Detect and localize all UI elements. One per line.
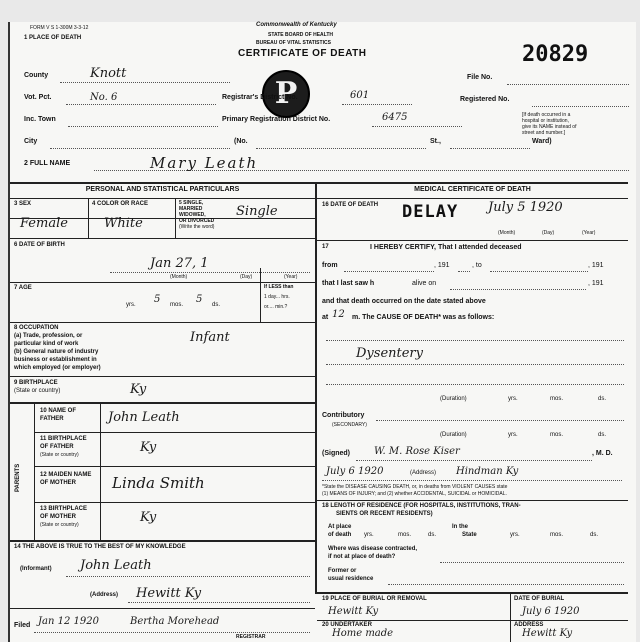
medical-section-title: MEDICAL CERTIFICATE OF DEATH: [414, 186, 531, 193]
duration-label-1: (Duration): [440, 396, 467, 402]
undertaker-address-label: ADDRESS: [514, 622, 544, 628]
undertaker-label: 20 UNDERTAKER: [322, 622, 372, 628]
form-code: FORM V S 1-300M 3-3-12: [30, 25, 89, 31]
informant-heading: 14 THE ABOVE IS TRUE TO THE BEST OF MY KNOWLEDGE: [14, 544, 186, 550]
no-label: (No.: [234, 138, 248, 145]
contributory-label: Contributory: [322, 412, 365, 419]
place-of-death-label: 1 PLACE OF DEATH: [24, 35, 82, 41]
duration-label-2: (Duration): [440, 432, 467, 438]
dod-month-label: (Month): [498, 230, 516, 236]
vot-pct-label: Vot. Pct.: [24, 94, 52, 101]
former-label-2: usual residence: [328, 576, 374, 582]
certificate-title: CERTIFICATE OF DEATH: [238, 48, 367, 59]
dob-day-label: (Day): [240, 274, 253, 280]
certify-text: I HEREBY CERTIFY, That I attended deceased: [370, 244, 522, 251]
father-value: John Leath: [108, 410, 180, 425]
marital-label-1: 5 SINGLE,: [179, 200, 204, 206]
marital-label-4: OR DIVORCED: [179, 218, 215, 224]
at-place-label: At place: [328, 524, 352, 530]
res-mos-2: mos.: [550, 532, 564, 538]
md-label: , M. D.: [592, 450, 613, 457]
occupation-label-2: (a) Trade, profession, or: [14, 333, 83, 339]
mother-bp-label-1: 13 BIRTHPLACE: [40, 506, 88, 512]
duration-ds-1: ds.: [598, 396, 607, 402]
marital-label-5: (Write the word): [179, 224, 215, 230]
informant-value: John Leath: [80, 558, 152, 573]
from-label: from: [322, 262, 338, 269]
occupation-label-5: business or establishment in: [14, 357, 97, 363]
cause-value: Dysentery: [356, 346, 423, 361]
certify-num: 17: [322, 244, 329, 250]
date-of-death-label: 16 DATE OF DEATH: [322, 202, 379, 208]
commonwealth: Commonwealth of Kentucky: [256, 22, 337, 28]
occupation-label-6: which employed (or employer): [14, 365, 101, 371]
color-value: White: [104, 216, 143, 231]
registrar-footer: REGISTRAR: [236, 634, 266, 640]
dob-label: 6 DATE OF BIRTH: [14, 242, 65, 248]
former-label-1: Former or: [328, 568, 357, 574]
res-yrs-2: yrs.: [510, 532, 520, 538]
st-label: St.,: [430, 138, 441, 145]
less-than-3: or.... min.?: [264, 304, 288, 310]
secondary-label: (SECONDARY): [332, 422, 367, 428]
father-bp-label-3: (State or country): [40, 452, 79, 458]
to-191: , 191: [588, 262, 604, 269]
city-label: City: [24, 138, 38, 145]
occupation-label-4: (b) General nature of industry: [14, 349, 99, 355]
occupation-value: Infant: [190, 330, 230, 345]
father-label-1: 10 NAME OF: [40, 408, 77, 414]
res-ds-1: ds.: [428, 532, 437, 538]
birthplace-label-2: (State or country): [14, 388, 61, 394]
undertaker-address-value: Hewitt Ky: [522, 628, 573, 639]
dod-day-label: (Day): [542, 230, 555, 236]
death-occurred-text: and that death occurred on the date stated above: [322, 298, 486, 305]
age-mos-label: mos.: [170, 302, 184, 308]
primary-reg-label: Primary Registration District No.: [222, 116, 331, 123]
father-bp-label-1: 11 BIRTHPLACE: [40, 436, 87, 442]
birthplace-value: Ky: [130, 382, 147, 397]
duration-mos-1: mos.: [550, 396, 564, 402]
father-bp-value: Ky: [140, 440, 157, 455]
informant-address-value: Hewitt Ky: [136, 586, 202, 601]
signed-address-value: Hindman Ky: [456, 466, 519, 477]
to-label: , to: [472, 262, 482, 269]
signed-label: (Signed): [322, 450, 350, 457]
duration-yrs-1: yrs.: [508, 396, 518, 402]
registrar-district-value: 601: [350, 90, 370, 101]
duration-mos-2: mos.: [550, 432, 564, 438]
father-label-2: FATHER: [40, 416, 64, 422]
footnote-1: *State the DISEASE CAUSING DEATH, or, in deaths from VIOLENT CAUSES state: [322, 484, 508, 490]
personal-section-title: PERSONAL AND STATISTICAL PARTICULARS: [85, 186, 240, 193]
of-death-label: of death: [328, 532, 352, 538]
color-label: 4 COLOR OR RACE: [92, 201, 149, 207]
duration-ds-2: ds.: [598, 432, 607, 438]
marital-label-3: WIDOWED,: [179, 212, 206, 218]
hospital-note-2: hospital or institution,: [522, 118, 569, 124]
age-label: 7 AGE: [14, 285, 32, 291]
age-ds-label: ds.: [212, 302, 221, 308]
dob-value: Jan 27, 1: [150, 256, 209, 271]
burial-date-label: DATE OF BURIAL: [514, 596, 565, 602]
dod-year-label: (Year): [582, 230, 596, 236]
full-name-value: Mary Leath: [150, 154, 259, 172]
certificate-sheet: [8, 22, 636, 642]
filed-signature: Bertha Morehead: [130, 616, 220, 627]
age-yrs-label: yrs.: [126, 302, 136, 308]
registered-no-label: Registered No.: [460, 96, 510, 103]
informant-label: (Informant): [20, 566, 52, 572]
alive-191: , 191: [588, 280, 604, 287]
burial-place-value: Hewitt Ky: [328, 606, 379, 617]
less-than-1: If LESS than: [264, 284, 294, 290]
at-label: at: [322, 314, 329, 321]
signed-value: W. M. Rose Kiser: [374, 446, 460, 457]
full-name-label: 2 FULL NAME: [24, 160, 71, 167]
registrar-district-label: Registrar's District No.: [222, 94, 298, 101]
marital-label-2: MARRIED: [179, 206, 203, 212]
seal-letter: P: [274, 76, 298, 111]
hospital-note-4: street and number.]: [522, 130, 566, 136]
burial-date-value: July 6 1920: [522, 606, 580, 617]
ward-label: Ward): [532, 138, 552, 145]
where-contracted-2: if not at place of death?: [328, 554, 396, 560]
board-of-health: STATE BOARD OF HEALTH: [268, 32, 333, 38]
signed-address-label: (Address): [410, 470, 437, 476]
less-than-2: 1 day... hrs.: [264, 294, 290, 300]
informant-address-label: (Address): [90, 592, 119, 598]
occupation-label-3: particular kind of work: [14, 341, 79, 347]
mother-bp-label-3: (State or country): [40, 522, 79, 528]
mother-bp-value: Ky: [140, 510, 157, 525]
dob-year-label: (Year): [284, 274, 298, 280]
father-bp-label-2: OF FATHER: [40, 444, 74, 450]
primary-reg-value: 6475: [382, 112, 408, 123]
res-mos-1: mos.: [398, 532, 412, 538]
alive-on-label: alive on: [412, 280, 437, 287]
signed-date: July 6 1920: [326, 466, 384, 477]
where-contracted-1: Where was disease contracted,: [328, 546, 418, 552]
county-value: Knott: [90, 66, 127, 81]
delay-stamp: DELAY: [402, 202, 459, 222]
hospital-note-3: give its NAME instead of: [522, 124, 577, 130]
from-191: , 191: [434, 262, 450, 269]
at-time: 12: [332, 309, 345, 320]
age-mos-value: 5: [154, 294, 161, 305]
in-the-label: In the: [452, 524, 468, 530]
filed-label: Filed: [14, 622, 31, 629]
marital-value: Single: [236, 204, 278, 219]
undertaker-value: Home made: [332, 628, 394, 639]
residence-label-2: SIENTS OR RECENT RESIDENTS): [336, 511, 433, 517]
res-yrs-1: yrs.: [364, 532, 374, 538]
file-no-label: File No.: [467, 74, 493, 81]
burial-place-label: 19 PLACE OF BURIAL OR REMOVAL: [322, 596, 427, 602]
sex-label: 3 SEX: [14, 201, 32, 207]
bureau: BUREAU OF VITAL STATISTICS: [256, 40, 331, 46]
duration-yrs-2: yrs.: [508, 432, 518, 438]
hospital-note-1: [If death occurred in a: [522, 112, 571, 118]
mother-value: Linda Smith: [112, 474, 205, 492]
parents-label: PARENTS: [15, 463, 21, 492]
occupation-label-1: 8 OCCUPATION: [14, 325, 59, 331]
last-saw-label: that I last saw h: [322, 280, 375, 287]
mother-label-2: OF MOTHER: [40, 480, 76, 486]
county-label: County: [24, 72, 49, 79]
age-days-value: 5: [196, 294, 203, 305]
mother-label-1: 12 MAIDEN NAME: [40, 472, 92, 478]
inc-town-label: Inc. Town: [24, 116, 56, 123]
cause-text: m. The CAUSE OF DEATH* was as follows:: [352, 314, 495, 321]
certificate-number: 20829: [522, 42, 589, 67]
vot-pct-value: No. 6: [90, 92, 118, 103]
mother-bp-label-2: OF MOTHER: [40, 514, 76, 520]
dob-month-label: (Month): [170, 274, 188, 280]
state-label: State: [462, 532, 477, 538]
sex-value: Female: [20, 216, 68, 231]
residence-label-1: 18 LENGTH OF RESIDENCE (FOR HOSPITALS, INSTITUTIONS, TRAN-: [322, 503, 521, 509]
footnote-2: (1) MEANS OF INJURY; and (2) whether ACCIDENTAL, SUICIDAL or HOMICIDAL.: [322, 491, 507, 497]
birthplace-label-1: 9 BIRTHPLACE: [14, 380, 58, 386]
filed-value: Jan 12 1920: [38, 616, 99, 627]
res-ds-2: ds.: [590, 532, 599, 538]
date-of-death-value: July 5 1920: [488, 200, 563, 215]
